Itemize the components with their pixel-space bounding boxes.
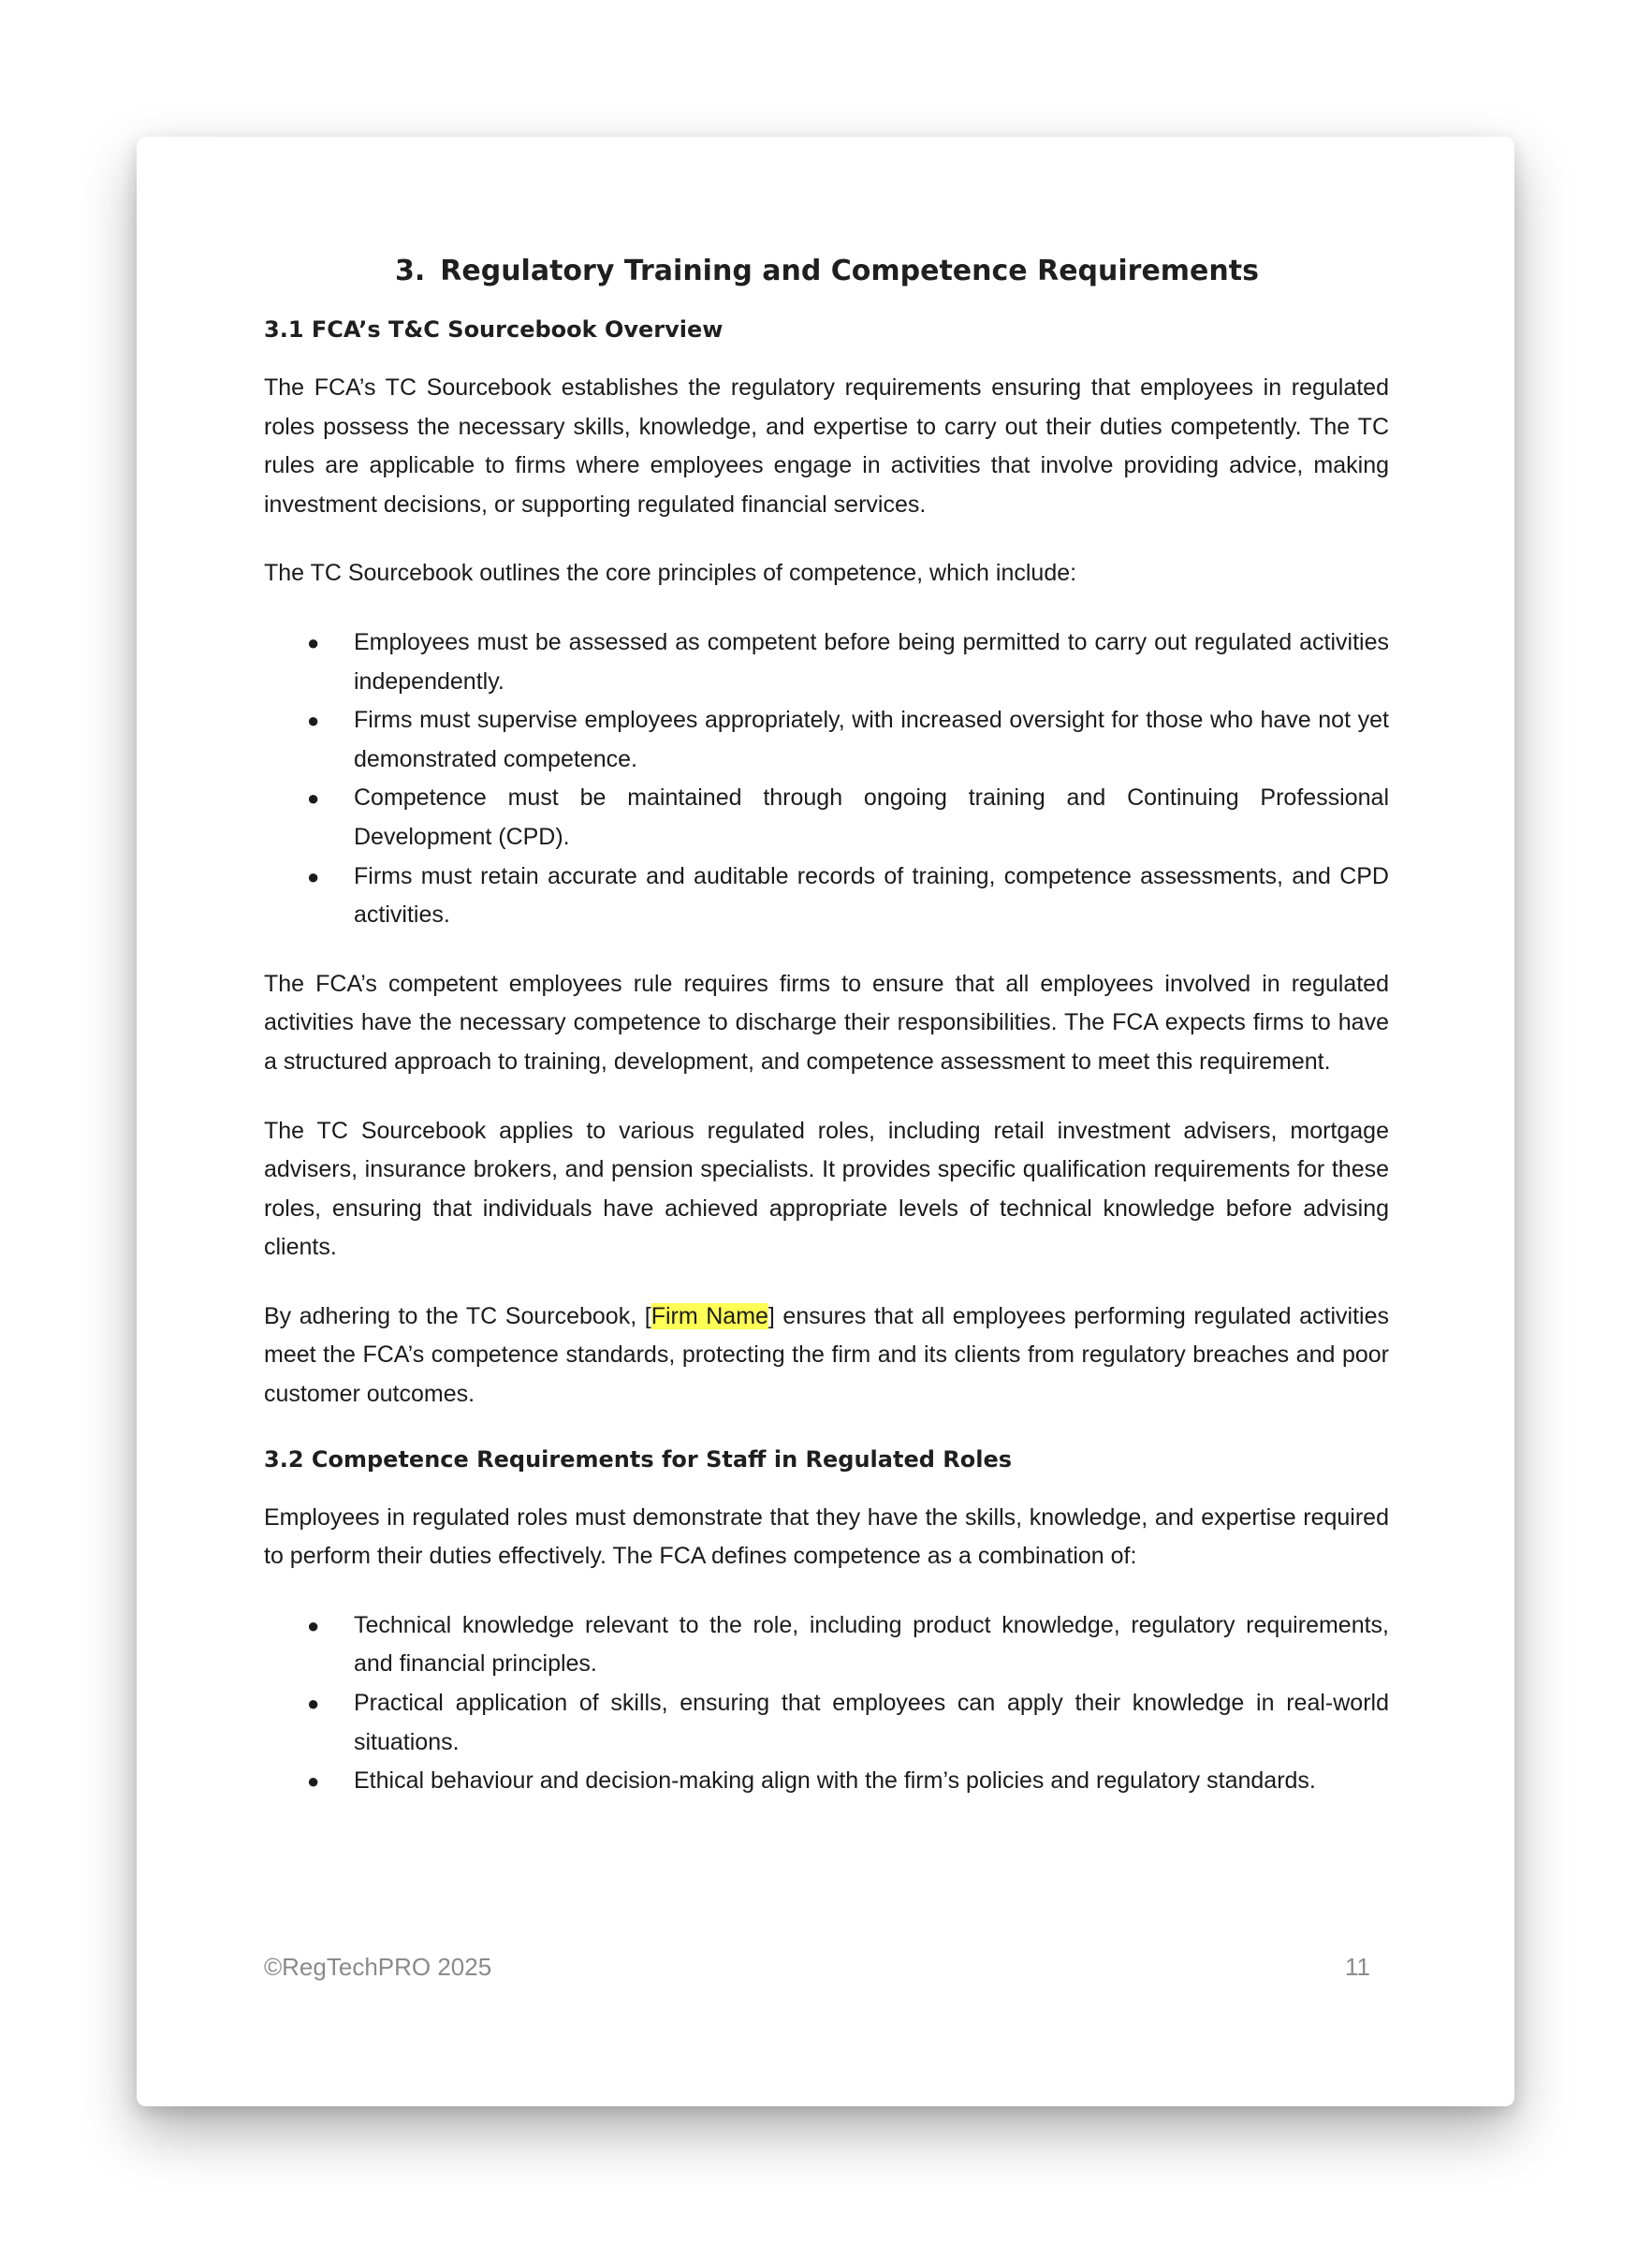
list-item-text: Technical knowledge relevant to the role, including product knowledge, regulatory requirements, and financial principles. xyxy=(354,1611,1389,1678)
list-item xyxy=(307,1684,1389,1762)
document-page xyxy=(137,137,1514,2106)
bullet-icon: ● xyxy=(307,630,320,654)
list-item xyxy=(307,623,1389,701)
title-number: 3. xyxy=(395,255,426,287)
paragraph: The FCA’s TC Sourcebook establishes the regulatory requirements ensuring that employees in regulated roles possess the necessary skills, knowledge, and expertise to carry out their duties competently. The TC rules are applicable to firms where employees engage in activities that involve providing advice, making investment decisions, or supporting regulated financial services. xyxy=(264,374,1389,518)
paragraph: Employees in regulated roles must demonstrate that they have the skills, knowledge, and expertise required to perform their duties effectively. The FCA defines competence as a combination of: xyxy=(264,1503,1389,1570)
list-item xyxy=(307,1762,1389,1801)
list-item xyxy=(307,1606,1389,1684)
bullet-icon: ● xyxy=(307,786,320,811)
bullet-icon: ● xyxy=(307,864,320,888)
bullet-icon: ● xyxy=(307,1769,320,1794)
footer-copyright: ©RegTechPRO 2025 xyxy=(264,1953,492,1981)
bullet-list-principles xyxy=(264,623,1389,935)
list-item xyxy=(307,858,1389,935)
paragraph-text: ] ensures that all employees performing regulated activities meet the FCA’s competence standards, protecting the firm and its clients from regulatory breaches and poor customer outcomes. xyxy=(264,1302,1389,1408)
paragraph-firm-name xyxy=(264,1297,1389,1415)
bullet-icon: ● xyxy=(307,709,320,733)
bullet-list-competence xyxy=(264,1606,1389,1801)
list-item-text: Competence must be maintained through ongoing training and Continuing Professional Development (CPD). xyxy=(354,784,1389,850)
paragraph: The TC Sourcebook applies to various regulated roles, including retail investment advisers, mortgage advisers, insurance brokers, and pension specialists. It provides specific qualification requirements for these roles, ensuring that individuals have achieved appropriate levels of technical knowledge before advising clients. xyxy=(264,1117,1389,1261)
page-title xyxy=(264,253,1389,290)
paragraph: The TC Sourcebook outlines the core principles of competence, which include: xyxy=(264,560,1077,587)
footer-page-number: 11 xyxy=(1345,1953,1370,1981)
section-heading-3-1: 3.1 FCA’s T&C Sourcebook Overview xyxy=(264,316,724,343)
bullet-icon: ● xyxy=(307,1692,320,1716)
list-item-text: Ethical behaviour and decision-making align with the firm’s policies and regulatory standards. xyxy=(354,1767,1316,1795)
section-heading-3-2: 3.2 Competence Requirements for Staff in Regulated Roles xyxy=(264,1445,1013,1473)
list-item xyxy=(307,701,1389,779)
list-item-text: Practical application of skills, ensuring that employees can apply their knowledge in real-world situations. xyxy=(354,1690,1389,1755)
bullet-icon: ● xyxy=(307,1613,320,1637)
firm-name-placeholder: Firm Name xyxy=(651,1302,768,1329)
page-content xyxy=(264,253,1389,1831)
paragraph-text: By adhering to the TC Sourcebook, [ xyxy=(264,1302,651,1329)
list-item-text: Firms must supervise employees appropriately, with increased oversight for those who have not yet demonstrated competence. xyxy=(354,707,1389,772)
list-item-text: Firms must retain accurate and auditable records of training, competence assessments, and CPD activities. xyxy=(354,862,1389,929)
list-item xyxy=(307,779,1389,857)
title-text: Regulatory Training and Competence Requirements xyxy=(440,255,1259,287)
paragraph: The FCA’s competent employees rule requires firms to ensure that all employees involved in regulated activities have the necessary competence to discharge their responsibilities. The FCA expects firms to have a structured approach to training, development, and competence assessment to meet this requirement. xyxy=(264,970,1389,1075)
list-item-text: Employees must be assessed as competent before being permitted to carry out regulated activities independently. xyxy=(354,628,1389,695)
